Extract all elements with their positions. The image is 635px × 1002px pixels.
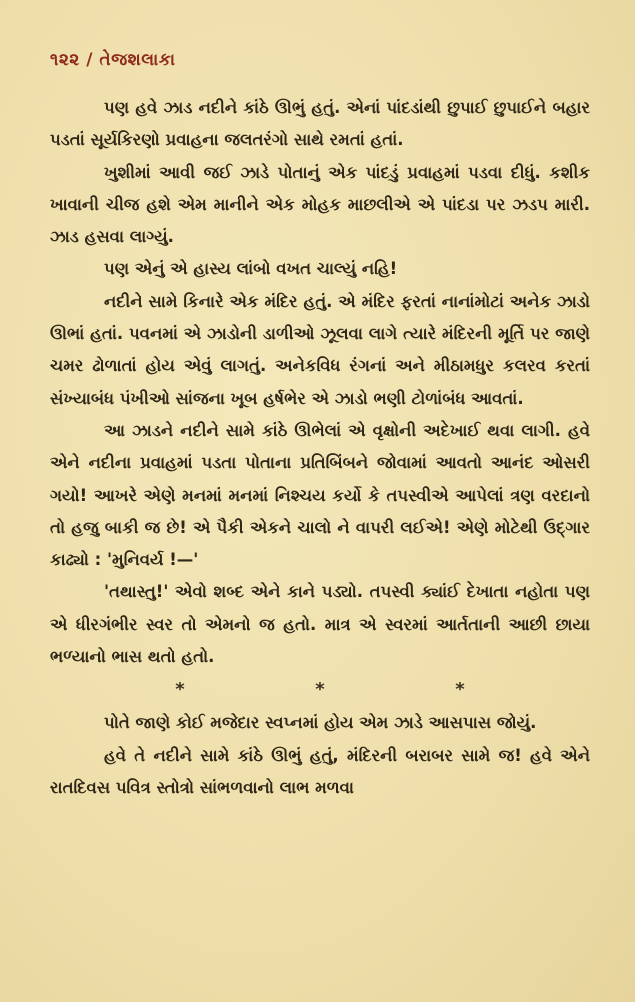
section-break bbox=[110, 673, 530, 707]
paragraph: હવે તે નદીને સામે કાંઠે ઊભું હતું, મંદિરની બરાબર સામે જ! હવે એને રાતદિવસ પવિત્ર સ્તોત્રો સાંભળવાનો લાભ મળવા bbox=[50, 745, 590, 797]
paragraph: પણ હવે ઝાડ નદીને કાંઠે ઊભું હતું. એનાં પાંદડાંથી છુપાઈ છુપાઈને બહાર પડતાં સૂર્યકિરણો પ્રવાહના જલતરંગો સાથે રમતાં હતાં. bbox=[50, 98, 590, 150]
section-break-asterisk: * bbox=[315, 679, 325, 701]
body-text bbox=[50, 92, 590, 804]
paragraph: પોતે જાણે કોઈ મજેદાર સ્વપ્નમાં હોય એમ ઝાડે આસપાસ જોયું. bbox=[104, 713, 537, 733]
paragraph: 'તથાસ્તુ!' એવો શબ્દ એને કાને પડ્યો. તપસ્વી ક્યાંઈ દેખાતા નહોતા પણ એ ધીરગંભીર સ્વર તો એમનો જ હતો. માત્ર એ સ્વરમાં આર્તતાની આછી છાયા ભળ્યાનો ભાસ થતો હતો. bbox=[50, 582, 590, 667]
running-head: ૧૨૨ / તેજશલાકા bbox=[50, 50, 176, 70]
paragraph: ખુશીમાં આવી જઈ ઝાડે પોતાનું એક પાંદડું પ્રવાહમાં પડવા દીધું. કશીક ખાવાની ચીજ હશે એમ માનીને એક મોહક માછલીએ એ પાંદડા પર ઝડપ મારી. ઝાડ હસવા લાગ્યું. bbox=[50, 162, 590, 247]
paragraph: પણ એનું એ હાસ્ય લાંબો વખત ચાલ્યું નહિ! bbox=[104, 259, 398, 279]
section-break-asterisk: * bbox=[175, 679, 185, 701]
paragraph: નદીને સામે કિનારે એક મંદિર હતું. એ મંદિર ફરતાં નાનાંમોટાં અનેક ઝાડો ઊભાં હતાં. પવનમાં એ ઝાડોની ડાળીઓ ઝૂલવા લાગે ત્યારે મંદિરની મૂર્તિ પર જાણે ચમર ઢોળાતાં હોય એવું લાગતું. અનેકવિધ રંગનાં અને મીઠામધુર કલરવ કરતાં સંખ્યાબંધ પંખીઓ સાંજના ખૂબ હર્ષભેર એ ઝાડો ભણી ટોળાંબંધ આવતાં. bbox=[50, 291, 590, 408]
paragraph: આ ઝાડને નદીને સામે કાંઠે ઊભેલાં એ વૃક્ષોની અદેખાઈ થવા લાગી. હવે એને નદીના પ્રવાહમાં પડતા પોતાના પ્રતિબિંબને જોવામાં આવતો આનંદ ઓસરી ગયો! આખરે એણે મનમાં મનમાં નિશ્ચય કર્યો કે તપસ્વીએ આપેલાં ત્રણ વરદાનો તો હજુ બાકી જ છે! એ પૈકી એકને ચાલો ને વાપરી લઈએ! એણે મોટેથી ઉદ્ગાર કાઢ્યો : 'મુનિવર્ય !—' bbox=[50, 420, 590, 570]
section-break-asterisk: * bbox=[455, 679, 465, 701]
